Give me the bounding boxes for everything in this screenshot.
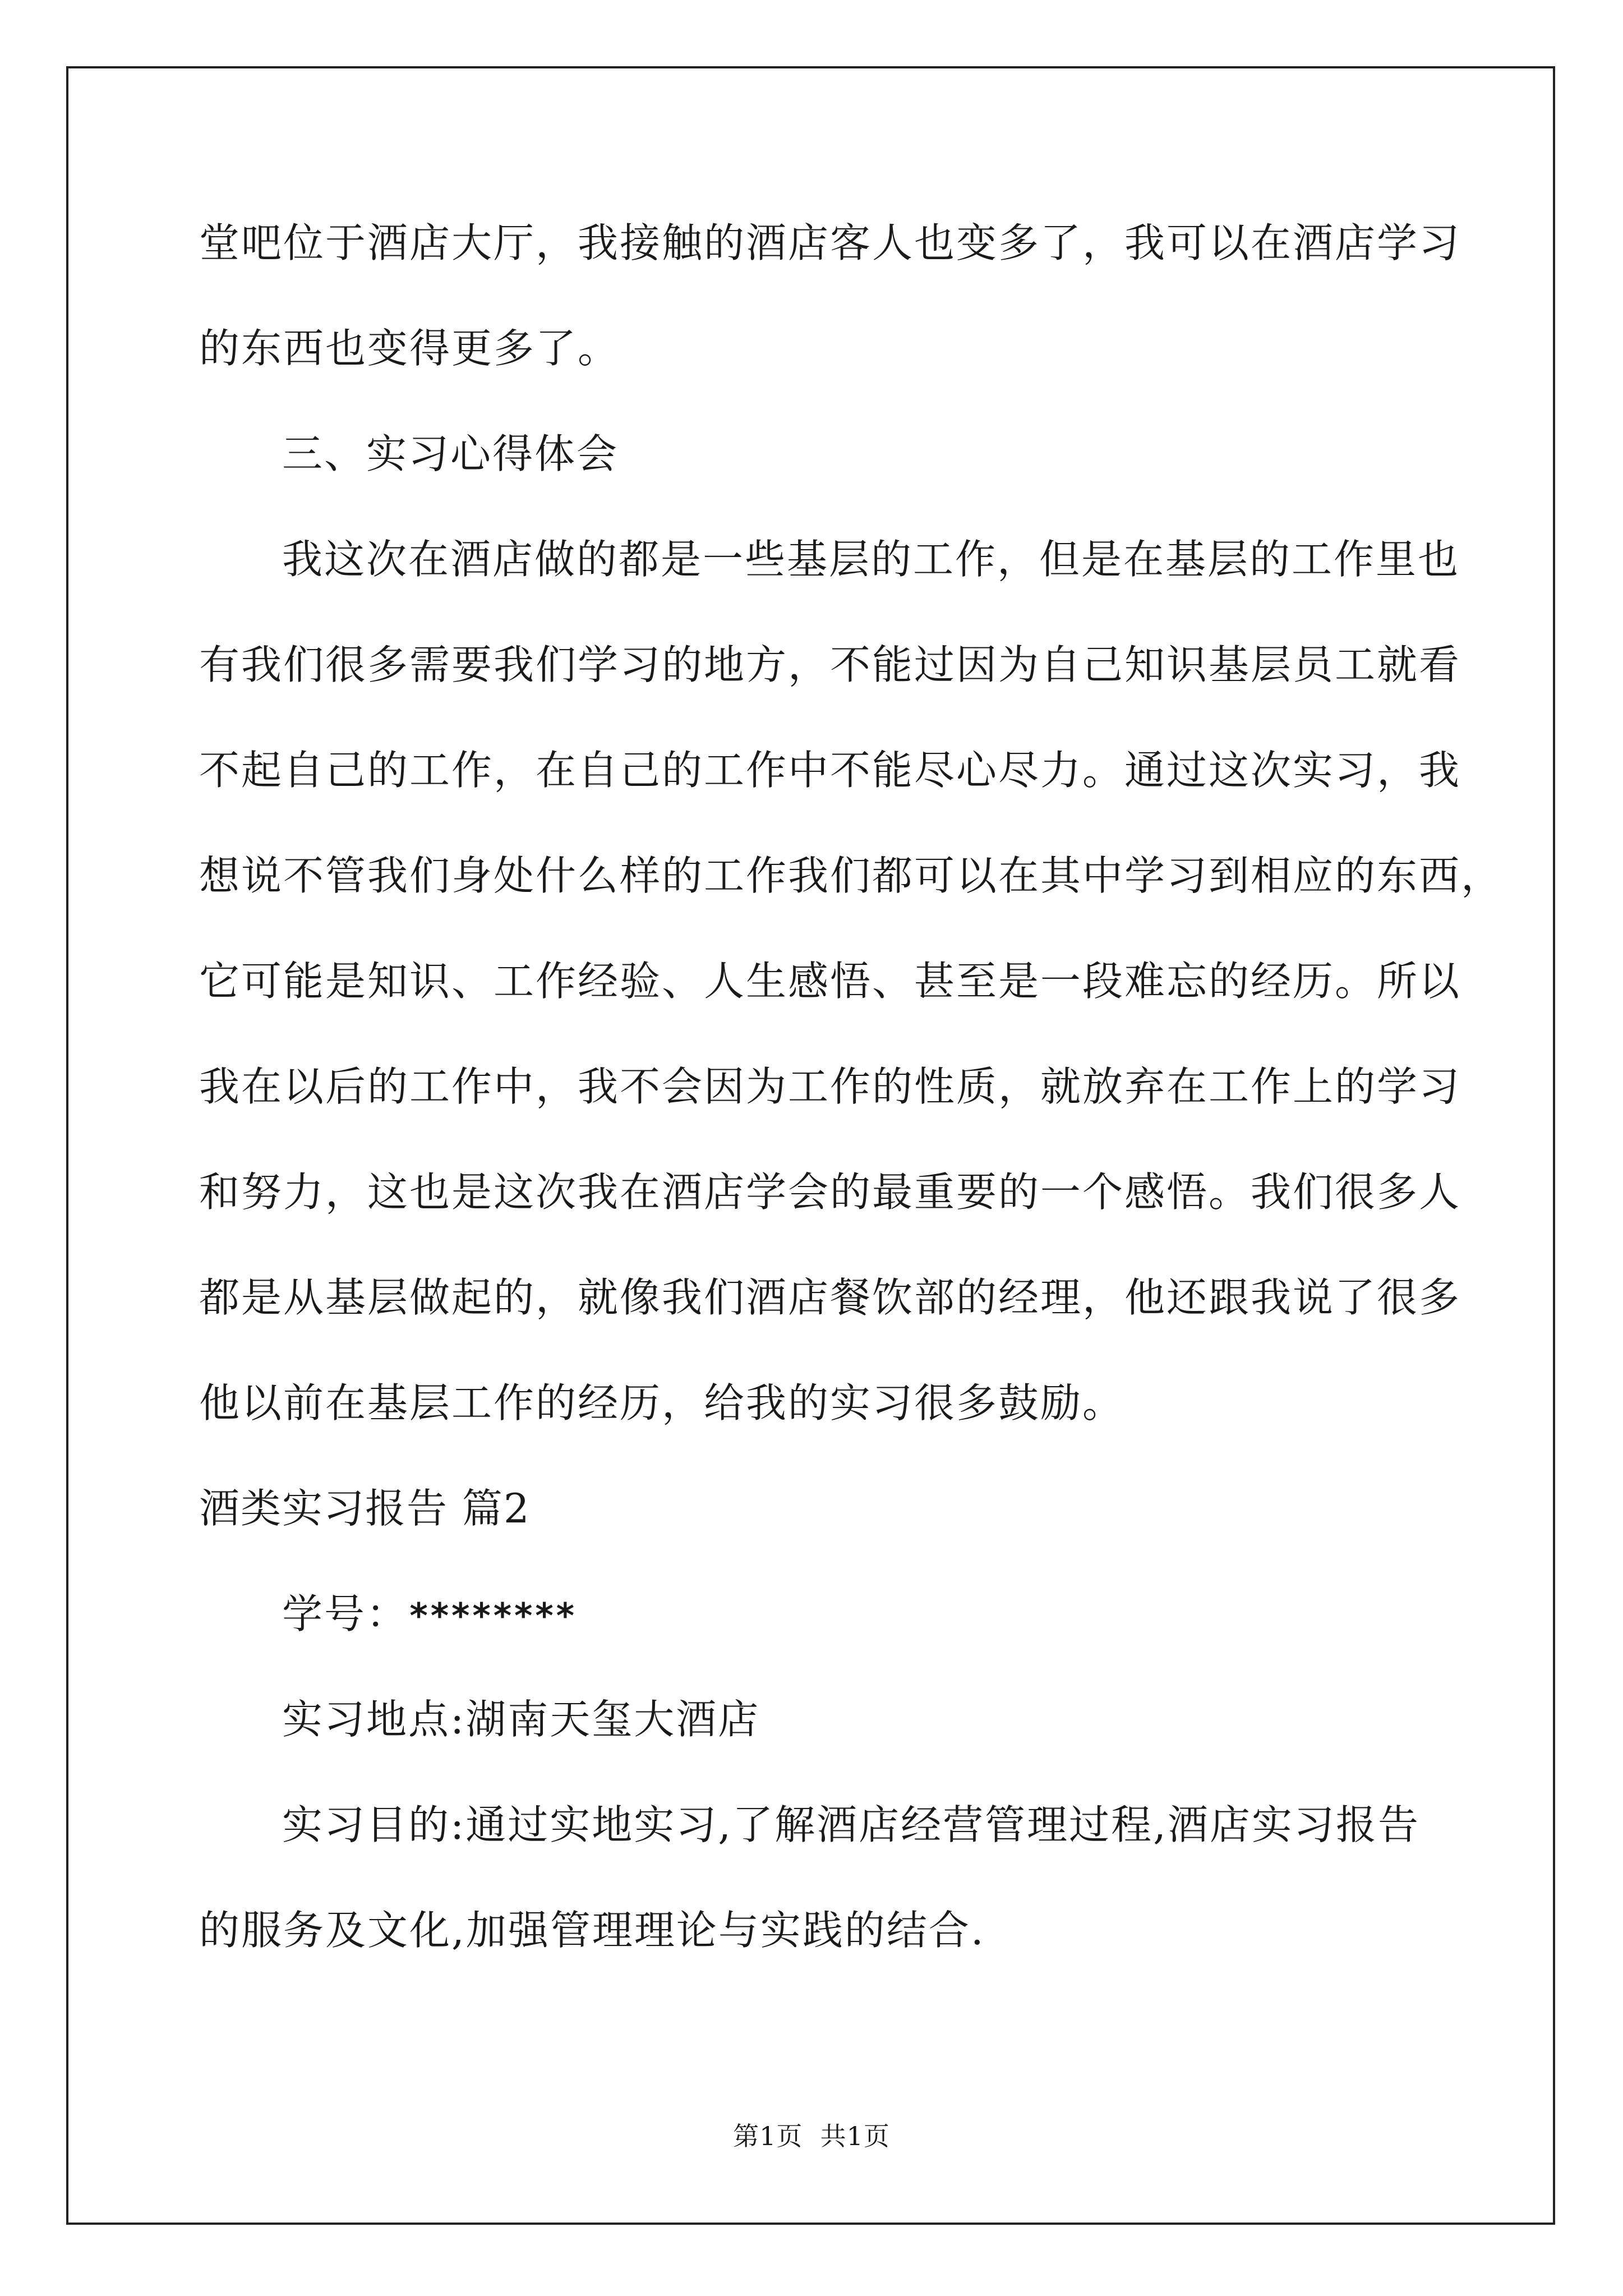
internship-location: 实习地点:湖南天玺大酒店 bbox=[282, 1696, 760, 1743]
paragraph-line: 它可能是知识、工作经验、人生感悟、甚至是一段难忘的经历。所以 bbox=[199, 958, 1461, 1005]
section-heading: 三、实习心得体会 bbox=[282, 430, 619, 477]
student-id-label: 学号： bbox=[282, 1590, 409, 1637]
paragraph-line: 都是从基层做起的，就像我们酒店餐饮部的经理，他还跟我说了很多 bbox=[199, 1274, 1461, 1321]
paragraph-line: 堂吧位于酒店大厅，我接触的酒店客人也变多了，我可以在酒店学习 bbox=[199, 219, 1461, 266]
paragraph-line: 有我们很多需要我们学习的地方，不能过因为自己知识基层员工就看 bbox=[199, 641, 1461, 688]
page-footer bbox=[0, 2119, 1623, 2153]
student-id-value: ******** bbox=[408, 1595, 576, 1636]
report-section-title: 酒类实习报告 篇2 bbox=[199, 1485, 531, 1532]
paragraph-line: 的东西也变得更多了。 bbox=[199, 325, 620, 372]
paragraph-line: 我这次在酒店做的都是一些基层的工作，但是在基层的工作里也 bbox=[282, 536, 1460, 583]
paragraph-line: 不起自己的工作，在自己的工作中不能尽心尽力。通过这次实习，我 bbox=[199, 747, 1461, 794]
internship-purpose: 实习目的:通过实地实习,了解酒店经营管理过程,酒店实习报告 bbox=[282, 1801, 1421, 1848]
paragraph-line: 想说不管我们身处什么样的工作我们都可以在其中学习到相应的东西， bbox=[199, 852, 1504, 899]
internship-purpose-continued: 的服务及文化,加强管理理论与实践的结合. bbox=[199, 1907, 985, 1954]
page-border bbox=[66, 66, 1555, 2225]
student-id-line bbox=[282, 1587, 576, 1641]
paragraph-line: 他以前在基层工作的经历，给我的实习很多鼓励。 bbox=[199, 1379, 1125, 1427]
paragraph-line: 我在以后的工作中，我不会因为工作的性质，就放弃在工作上的学习 bbox=[199, 1063, 1461, 1110]
paragraph-line: 和努力，这也是这次我在酒店学会的最重要的一个感悟。我们很多人 bbox=[199, 1168, 1461, 1216]
page-number: 第1页 共1页 bbox=[733, 2121, 890, 2151]
